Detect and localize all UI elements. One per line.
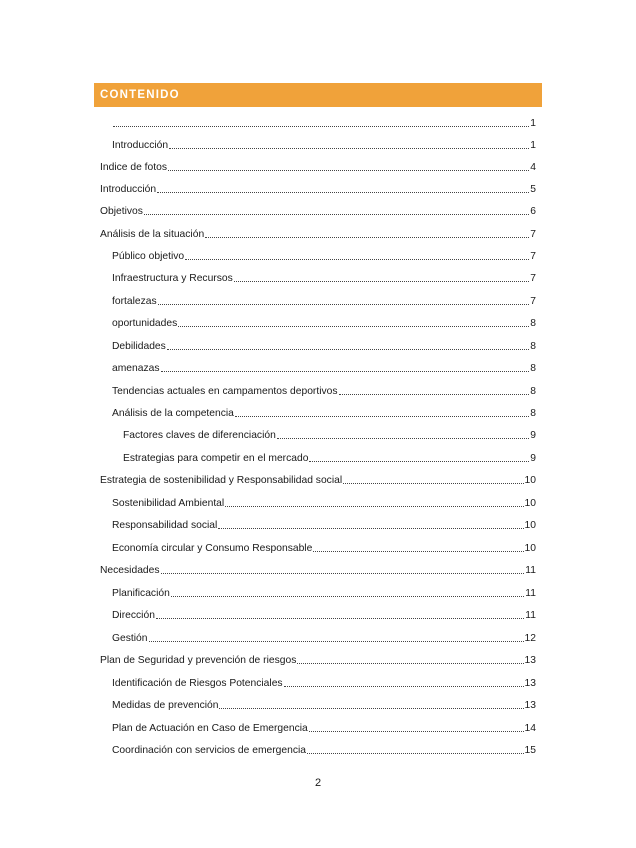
toc-entry[interactable]: [112, 407, 536, 421]
toc-entry-leader: [167, 340, 529, 350]
toc-entry-title: Plan de Actuación en Caso de Emergencia: [112, 723, 308, 734]
toc-entry-page: 11: [525, 588, 536, 599]
toc-entry-title: Objetivos: [100, 206, 143, 217]
toc-entry[interactable]: [112, 677, 536, 691]
toc-entry[interactable]: [112, 632, 536, 646]
toc-entry-leader: [235, 407, 529, 417]
page-number: 2: [314, 777, 322, 789]
toc-entry[interactable]: [123, 452, 536, 466]
toc-entry-leader: [219, 699, 523, 709]
toc-entry-leader: [313, 542, 523, 552]
toc-entry-page: 7: [530, 273, 536, 284]
toc-entry[interactable]: [112, 722, 536, 736]
toc-entry-title: Necesidades: [100, 565, 160, 576]
toc-entry-page: 14: [524, 723, 536, 734]
toc-entry-leader: [171, 587, 524, 597]
toc-entry[interactable]: [112, 250, 536, 264]
toc-entry-title: fortalezas: [112, 296, 157, 307]
toc-entry-title: Economía circular y Consumo Responsable: [112, 543, 313, 554]
toc-entry-leader: [297, 654, 523, 664]
toc-entry-leader: [277, 429, 529, 439]
toc-entry[interactable]: [112, 744, 536, 758]
toc-entry-leader: [185, 250, 529, 260]
toc-entry-page: 13: [524, 700, 536, 711]
toc-entry-page: 10: [524, 543, 536, 554]
toc-entry-title: Infraestructura y Recursos: [112, 273, 233, 284]
toc-entry-title: Factores claves de diferenciación: [123, 430, 276, 441]
toc-entry[interactable]: [112, 139, 536, 153]
toc-entry-leader: [343, 474, 523, 484]
toc-entry[interactable]: [112, 295, 536, 309]
toc-entry[interactable]: [100, 564, 536, 578]
toc-entry-title: Debilidades: [112, 341, 166, 352]
toc-entry[interactable]: [100, 205, 536, 219]
toc-entry-leader: [169, 139, 529, 149]
toc-header-title: CONTENIDO: [100, 89, 180, 101]
toc-entry[interactable]: [112, 609, 536, 623]
toc-entry-leader: [309, 722, 524, 732]
toc-entry-page: 8: [530, 408, 536, 419]
toc-entry[interactable]: [100, 474, 536, 488]
toc-entry-title: Gestión: [112, 633, 148, 644]
toc-entry[interactable]: [112, 497, 536, 511]
toc-entry-title: Análisis de la situación: [100, 229, 205, 240]
toc-entry-title: Plan de Seguridad y prevención de riesgos: [100, 655, 297, 666]
toc-entry-page: 10: [524, 498, 536, 509]
toc-entry-page: 15: [524, 745, 536, 756]
toc-entry-leader: [168, 161, 529, 171]
toc-entry-page: 8: [530, 318, 536, 329]
toc-entry-leader: [144, 205, 529, 215]
toc-entry-page: 7: [530, 251, 536, 262]
toc-entry-leader: [158, 295, 530, 305]
toc-entry-title: Estrategia de sostenibilidad y Responsabilidad social: [100, 475, 343, 486]
toc-entry[interactable]: [112, 542, 536, 556]
toc-entry-title: Tendencias actuales en campamentos deportivos: [112, 386, 338, 397]
toc-entry-title: Introducción: [112, 140, 169, 151]
toc-entry-leader: [309, 452, 529, 462]
toc-entry[interactable]: [112, 587, 536, 601]
toc-entry-title: oportunidades: [112, 318, 178, 329]
toc-entry-leader: [218, 519, 523, 529]
toc-entry-leader: [234, 272, 530, 282]
toc-entry-leader: [157, 183, 529, 193]
toc-entry-leader: [339, 385, 530, 395]
toc-entry-leader: [149, 632, 524, 642]
toc-header: [94, 83, 542, 107]
toc-entry-leader: [205, 228, 529, 238]
toc-entry-title: Responsabilidad social: [112, 520, 218, 531]
toc-entry-leader: [156, 609, 524, 619]
toc-entry-leader: [161, 564, 525, 574]
toc-entry-title: Coordinación con servicios de emergencia: [112, 745, 307, 756]
toc-entry-title: Público objetivo: [112, 251, 185, 262]
toc-entry-page: 12: [524, 633, 536, 644]
toc-entry-title: Estrategias para competir en el mercado: [123, 453, 309, 464]
toc-entry-title: Identificación de Riesgos Potenciales: [112, 678, 283, 689]
toc-entry-title: Planificación: [112, 588, 170, 599]
toc-entry-page: 4: [530, 162, 536, 173]
toc-entry-title: amenazas: [112, 363, 160, 374]
toc-entry[interactable]: [112, 699, 536, 713]
toc-entry-page: 7: [530, 229, 536, 240]
toc-entry-page: 7: [530, 296, 536, 307]
toc-entry[interactable]: [112, 272, 536, 286]
toc-entry-title: Dirección: [112, 610, 155, 621]
toc-entry[interactable]: [112, 385, 536, 399]
toc-entry[interactable]: [112, 317, 536, 331]
toc-entry[interactable]: [112, 340, 536, 354]
toc-entry-page: 11: [525, 610, 536, 621]
toc-entry-page: 10: [524, 475, 536, 486]
toc-entry[interactable]: [112, 362, 536, 376]
toc-entry-title: Análisis de la competencia: [112, 408, 234, 419]
toc-entry-page: 10: [524, 520, 536, 531]
toc-entry-page: 13: [524, 655, 536, 666]
toc-entry-leader: [284, 677, 524, 687]
toc-entry[interactable]: [123, 429, 536, 443]
toc-entry[interactable]: [112, 519, 536, 533]
toc-entry-page: 8: [530, 341, 536, 352]
toc-entry-page: 9: [530, 453, 536, 464]
toc-entry-page: 1: [530, 140, 536, 151]
toc-entry-page: 1: [530, 118, 536, 129]
toc-entry-page: 8: [530, 386, 536, 397]
toc-entry[interactable]: [100, 161, 536, 175]
toc-entry[interactable]: [112, 117, 536, 131]
toc-entry-page: 8: [530, 363, 536, 374]
toc-entry[interactable]: [100, 654, 536, 668]
toc-entry-title: Indice de fotos: [100, 162, 167, 173]
toc-entry-title: Introducción: [100, 184, 157, 195]
toc-entry-leader: [178, 317, 529, 327]
toc-entry-title: Sostenibilidad Ambiental: [112, 498, 225, 509]
toc-entry-page: 5: [530, 184, 536, 195]
toc-entry-page: 6: [530, 206, 536, 217]
toc-entry[interactable]: [100, 183, 536, 197]
toc-entry-page: 9: [530, 430, 536, 441]
toc-entry-leader: [113, 117, 529, 127]
toc-entry-title: Medidas de prevención: [112, 700, 219, 711]
toc-entry-page: 11: [525, 565, 536, 576]
toc-entry-leader: [161, 362, 530, 372]
toc-entry[interactable]: [100, 228, 536, 242]
toc-entry-leader: [307, 744, 524, 754]
toc-entry-leader: [225, 497, 523, 507]
toc-entry-page: 13: [524, 678, 536, 689]
